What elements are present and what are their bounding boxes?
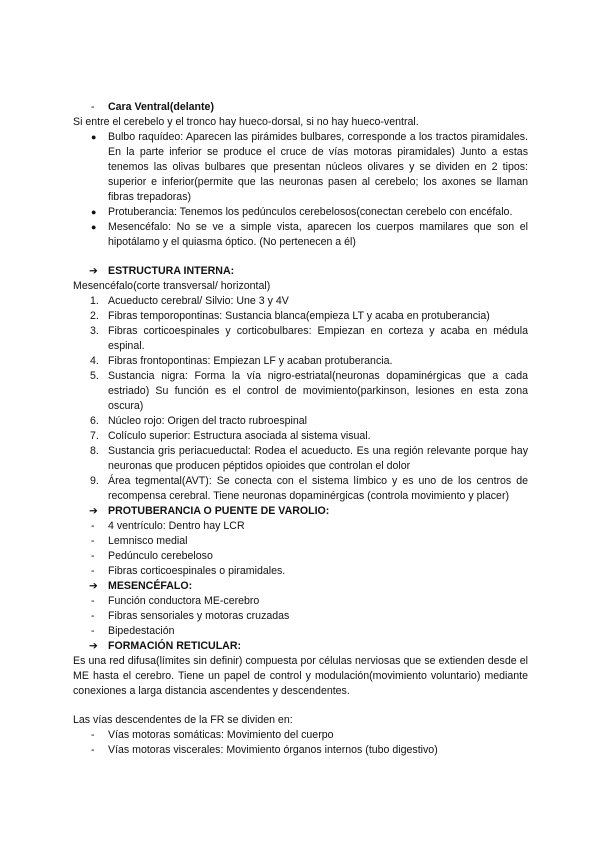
dash-marker: -: [91, 520, 95, 532]
numbered-item: [90, 414, 528, 429]
dash-marker: -: [91, 610, 95, 622]
dash-text: Vías motoras somáticas: Movimiento del cuerpo: [108, 729, 334, 741]
formacion-paragraph: Es una red difusa(límites sin definir) compuesta por células nerviosas que se extienden desde el ME hasta el cerebro. Tiene un papel de control y modulación(movimiento voluntario) mediante conexiones a larga distancia ascendentes y descendentes.: [73, 655, 528, 697]
dash-marker: -: [91, 565, 95, 577]
dash-item: [91, 549, 528, 564]
dash-item: [91, 594, 528, 609]
item-text: Fibras corticoespinales y corticobulbares: Empiezan en corteza y acaba en médula espinal.: [108, 325, 528, 352]
bullet-item: [91, 220, 528, 250]
arrow-icon: ➔: [89, 505, 98, 517]
dash-item: [91, 728, 528, 743]
section-heading-ventral: [91, 100, 528, 115]
dash-item: [91, 534, 528, 549]
heading-text: Cara Ventral(delante): [108, 101, 214, 113]
numbered-item: [90, 294, 528, 309]
dash-text: Pedúnculo cerebeloso: [108, 550, 213, 562]
bullet-item: [91, 130, 528, 205]
document-content: [73, 100, 528, 758]
dash-text: Fibras sensoriales y motoras cruzadas: [108, 610, 290, 622]
item-text: Colículo superior: Estructura asociada al sistema visual.: [108, 430, 371, 442]
dash-item: [91, 519, 528, 534]
bullet-text: Mesencéfalo: No se ve a simple vista, aparecen los cuerpos mamilares que son el hipotálamo y el quiasma óptico. (No pertenecen a él): [108, 221, 528, 248]
arrow-icon: ➔: [89, 580, 98, 592]
bullet-text: Protuberancia: Tenemos los pedúnculos cerebelosos(conectan cerebelo con encéfalo.: [108, 206, 513, 218]
dash-item: [91, 609, 528, 624]
numbered-item: [90, 444, 528, 474]
bullet-marker: ●: [91, 207, 97, 217]
dash-text: Función conductora ME-cerebro: [108, 595, 260, 607]
dash-marker: -: [91, 744, 95, 756]
heading-text: ESTRUCTURA INTERNA:: [108, 265, 235, 277]
section-heading-formacion: [89, 639, 528, 654]
numbered-item: [90, 324, 528, 354]
item-number: 7.: [90, 430, 99, 442]
heading-text: PROTUBERANCIA O PUENTE DE VAROLIO:: [108, 505, 330, 517]
dash-item: [91, 743, 528, 758]
numbered-item: [90, 309, 528, 324]
dash-text: 4 ventrículo: Dentro hay LCR: [108, 520, 245, 532]
item-text: Sustancia nigra: Forma la vía nigro-estriatal(neuronas dopaminérgicas que a cada estriado) Su función es el control de movimiento(parkinson, lesiones en esta zona oscura): [108, 370, 528, 412]
item-text: Sustancia gris periacueductal: Rodea el acueducto. Es una región relevante porque hay neuronas que producen péptidos opioides que controlan el dolor: [108, 445, 528, 472]
vias-intro: Las vías descendentes de la FR se dividen en:: [73, 714, 293, 726]
item-number: 6.: [90, 415, 99, 427]
dash-marker: -: [91, 101, 95, 113]
item-text: Núcleo rojo: Origen del tracto rubroespinal: [108, 415, 308, 427]
item-text: Fibras temporopontinas: Sustancia blanca(empieza LT y acaba en protuberancia): [108, 310, 490, 322]
bullet-marker: ●: [91, 132, 97, 142]
heading-text: FORMACIÓN RETICULAR:: [108, 640, 241, 652]
item-number: 2.: [90, 310, 99, 322]
item-number: 5.: [90, 370, 99, 382]
bullet-marker: ●: [91, 222, 97, 232]
numbered-item: [90, 369, 528, 414]
item-number: 1.: [90, 295, 99, 307]
dash-marker: -: [91, 729, 95, 741]
item-number: 3.: [90, 325, 99, 337]
dash-item: [91, 564, 528, 579]
dash-marker: -: [91, 535, 95, 547]
bullet-item: [91, 205, 528, 220]
item-text: Área tegmental(AVT): Se conecta con el sistema límbico y es uno de los centros de recompensa cerebral. Tiene neuronas dopaminérgicas (controla movimiento y placer): [108, 475, 528, 502]
arrow-icon: ➔: [89, 265, 98, 277]
arrow-icon: ➔: [89, 640, 98, 652]
dash-marker: -: [91, 595, 95, 607]
heading-text: MESENCÉFALO:: [108, 580, 193, 592]
section-heading-estructura: [89, 264, 528, 279]
dash-text: Bipedestación: [108, 625, 175, 637]
numbered-item: [90, 429, 528, 444]
dash-item: [91, 624, 528, 639]
dash-text: Lemnisco medial: [108, 535, 188, 547]
item-number: 4.: [90, 355, 99, 367]
dash-marker: -: [91, 625, 95, 637]
dash-text: Vías motoras viscerales: Movimiento órganos internos (tubo digestivo): [108, 744, 438, 756]
dash-marker: -: [91, 550, 95, 562]
numbered-item: [90, 474, 528, 504]
estructura-subtitle: Mesencéfalo(corte transversal/ horizontal): [73, 280, 271, 292]
section-heading-protuberancia: [89, 504, 528, 519]
item-text: Acueducto cerebral/ Silvio: Une 3 y 4V: [108, 295, 289, 307]
numbered-item: [90, 354, 528, 369]
dash-text: Fibras corticoespinales o piramidales.: [108, 565, 286, 577]
section-heading-mesencefalo: [89, 579, 528, 594]
item-text: Fibras frontopontinas: Empiezan LF y acaban protuberancia.: [108, 355, 393, 367]
ventral-intro: Si entre el cerebelo y el tronco hay hueco-dorsal, si no hay hueco-ventral.: [73, 116, 419, 128]
item-number: 9.: [90, 475, 99, 487]
bullet-text: Bulbo raquídeo: Aparecen las pirámides bulbares, corresponde a los tractos piramidales. En la parte inferior se produce el cruce de vías motoras piramidales) Junto a estas tenemos las olivas bulbares que presentan núcleos olivares y se dividen en 2 tipos: superior e inferior(permite que las neuronas pasen al cerebelo; los axones se llaman fibras trepadoras): [108, 131, 528, 203]
item-number: 8.: [90, 445, 99, 457]
